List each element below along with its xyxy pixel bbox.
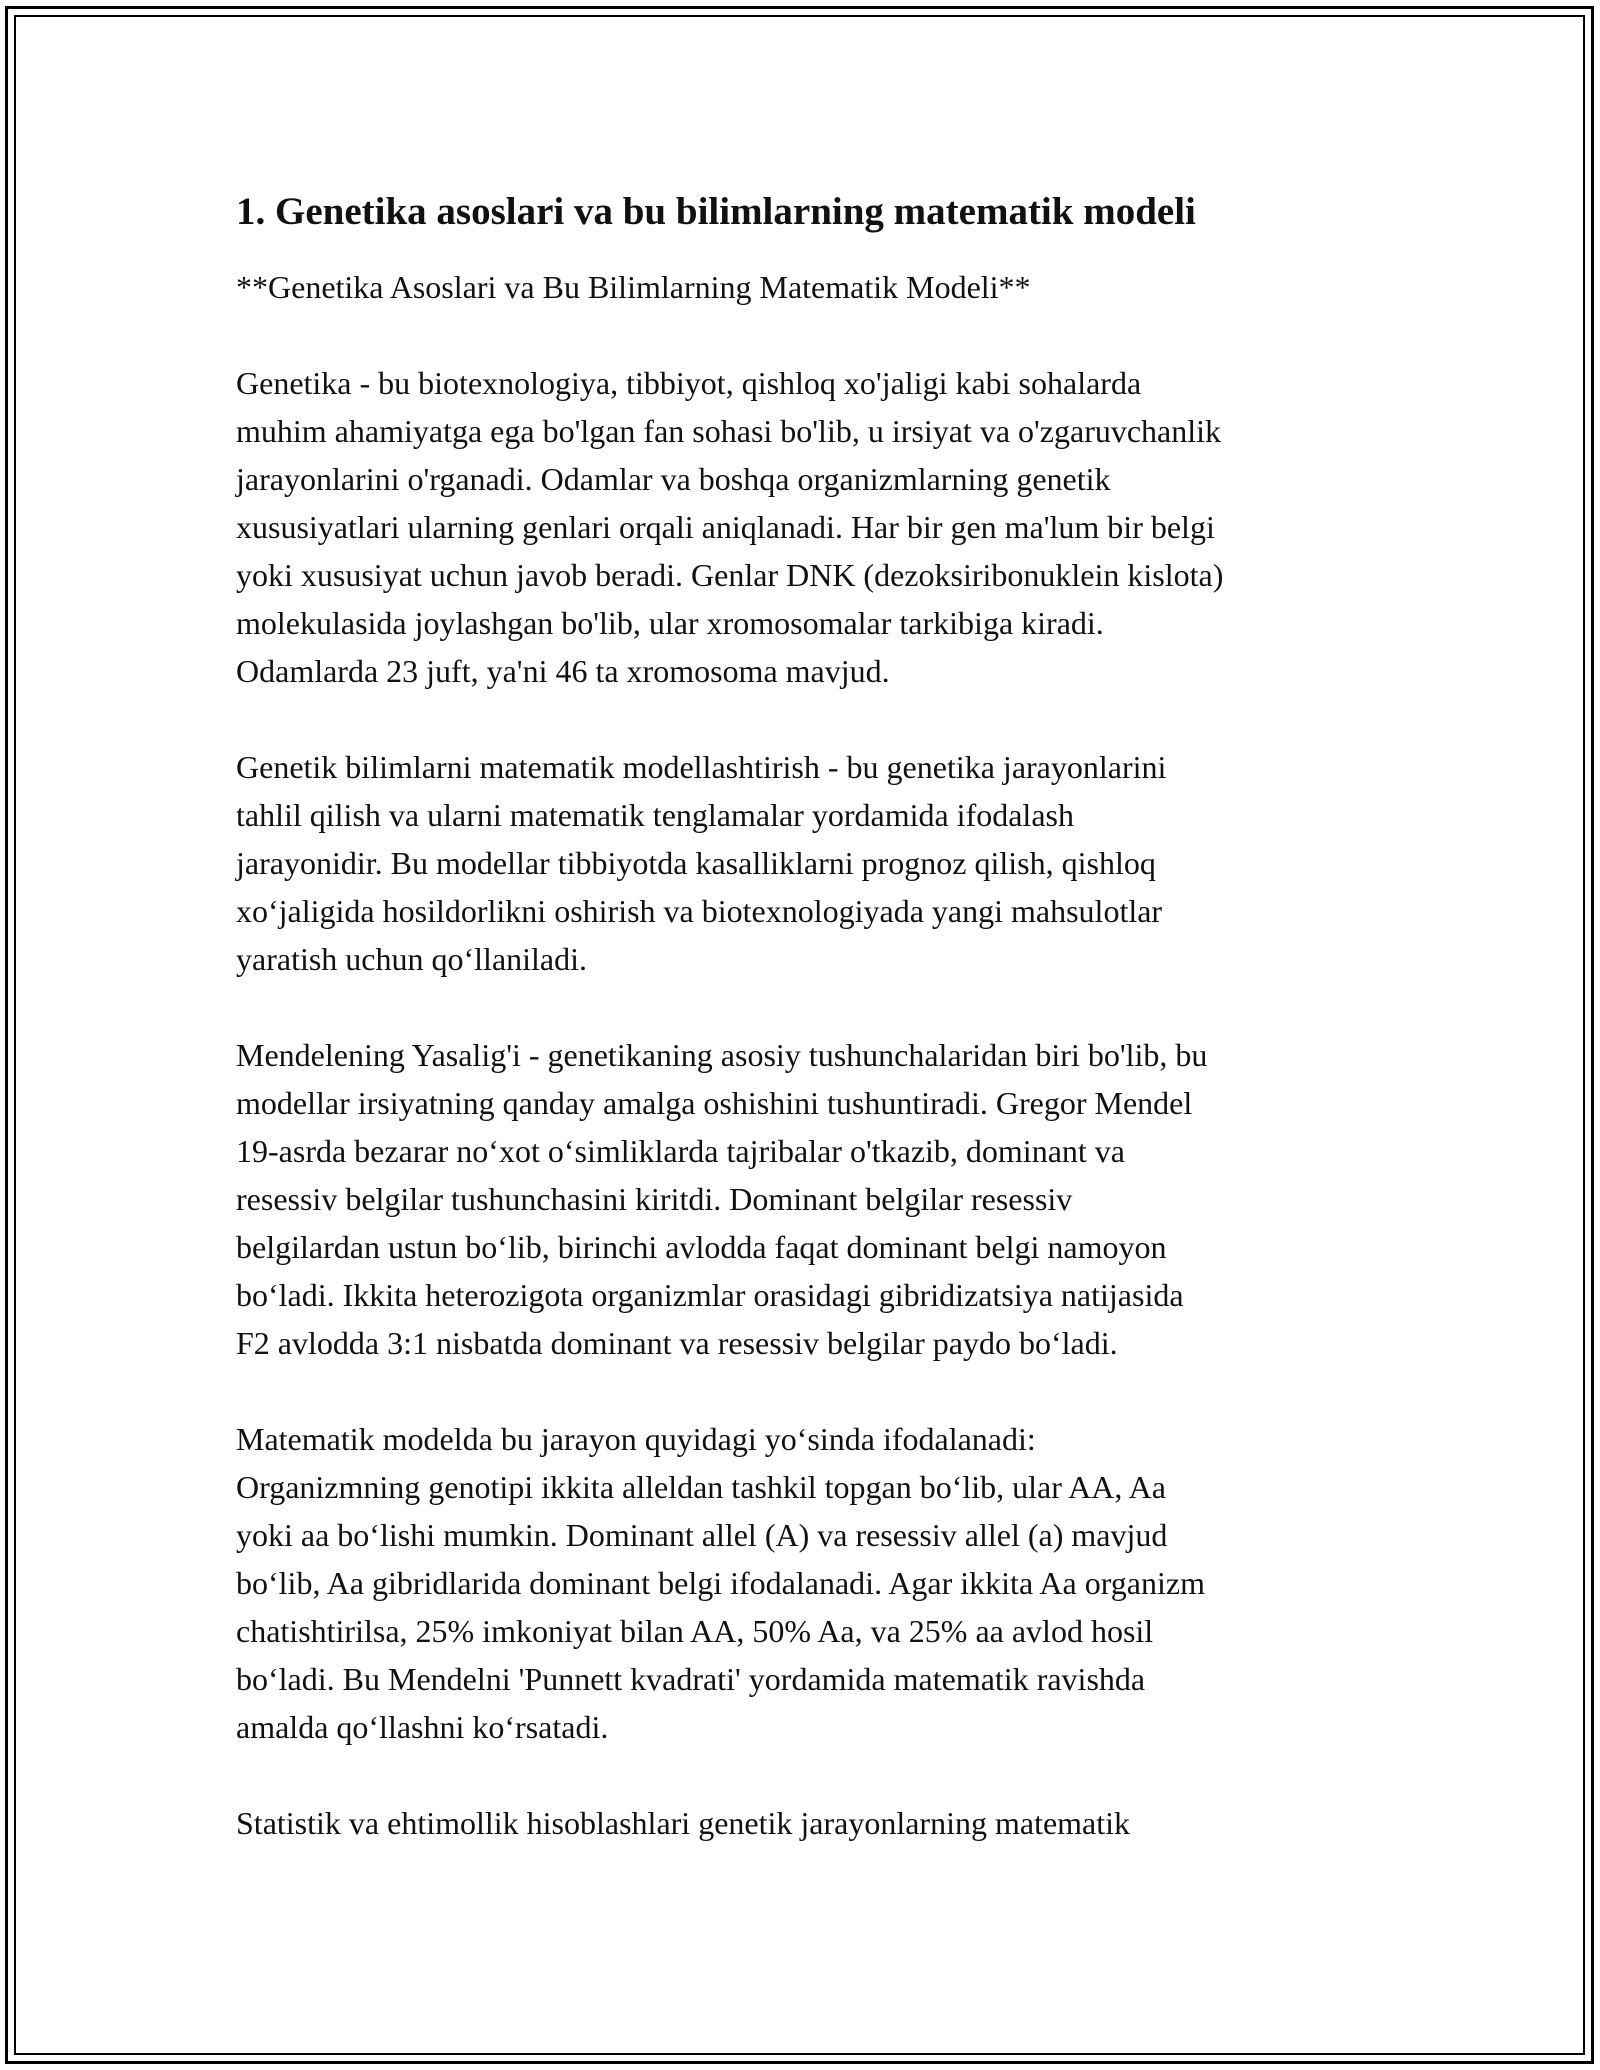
section-heading: 1. Genetika asoslari va bu bilimlarning matematik modeli (236, 190, 1196, 233)
paragraph-mathematical-modeling: Genetik bilimlarni matematik modellashtirish - bu genetika jarayonlarini tahlil qilish va ularni matematik tenglamalar yordamida ifodalash jarayonidir. Bu modellar tibbiyotda kasalliklarni prognoz qilish, qishloq xoʻjaligida hosildorlikni oshirish va biotexnologiyada yangi mahsulotlar yaratish uchun qoʻllaniladi. (236, 749, 1167, 977)
document-subtitle: **Genetika Asoslari va Bu Bilimlarning Matematik Modeli** (236, 269, 1031, 305)
paragraph-statistics: Statistik va ehtimollik hisoblashlari genetik jarayonlarning matematik (236, 1805, 1131, 1841)
document-body (236, 188, 1376, 1895)
paragraph-genetics-intro: Genetika - bu biotexnologiya, tibbiyot, qishloq xo'jaligi kabi sohalarda muhim ahamiyatga ega bo'lgan fan sohasi bo'lib, u irsiyat va o'zgaruvchanlik jarayonlarini o'rganadi. Odamlar va boshqa organizmlarning genetik xususiyatlari ularning genlari orqali aniqlanadi. Har bir gen ma'lum bir belgi yoki xususiyat uchun javob beradi. Genlar DNK (dezoksiribonuklein kislota) molekulasida joylashgan bo'lib, ular xromosomalar tarkibiga kiradi. Odamlarda 23 juft, ya'ni 46 ta xromosoma mavjud. (236, 365, 1224, 689)
paragraph-mendel-law: Mendelening Yasalig'i - genetikaning asosiy tushunchalaridan biri bo'lib, bu modellar irsiyatning qanday amalga oshishini tushuntiradi. Gregor Mendel 19-asrda bezarar noʻxot oʻsimliklarda tajribalar o'tkazib, dominant va resessiv belgilar tushunchasini kiritdi. Dominant belgilar resessiv belgilardan ustun boʻlib, birinchi avlodda faqat dominant belgi namoyon boʻladi. Ikkita heterozigota organizmlar orasidagi gibridizatsiya natijasida F2 avlodda 3:1 nisbatda dominant va resessiv belgilar paydo boʻladi. (236, 1037, 1208, 1361)
paragraph-math-model-genotype: Matematik modelda bu jarayon quyidagi yoʻsinda ifodalanadi: Organizmning genotipi ikkita alleldan tashkil topgan boʻlib, ular AA, Aa yoki aa boʻlishi mumkin. Dominant allel (A) va resessiv allel (a) mavjud boʻlib, Aa gibridlarida dominant belgi ifodalanadi. Agar ikkita Aa organizm chatishtirilsa, 25% imkoniyat bilan AA, 50% Aa, va 25% aa avlod hosil boʻladi. Bu Mendelni 'Punnett kvadrati' yordamida matematik ravishda amalda qoʻllashni koʻrsatadi. (236, 1421, 1205, 1745)
